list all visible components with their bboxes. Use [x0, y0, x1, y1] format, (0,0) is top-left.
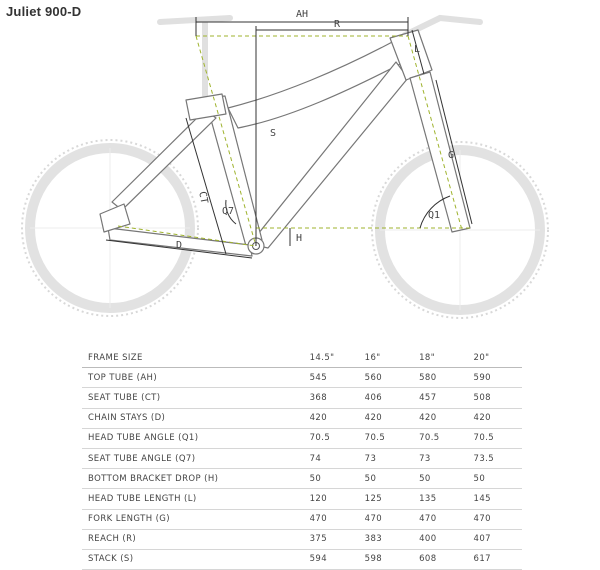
table-row: [82, 489, 522, 509]
page-title: Juliet 900-D: [6, 4, 82, 19]
row-value: 580: [413, 368, 467, 388]
table-row: [82, 368, 522, 388]
label-s: S: [270, 128, 277, 139]
table-header-row: [82, 348, 522, 368]
label-q7: Q7: [222, 206, 235, 217]
row-value: 70.5: [413, 428, 467, 448]
row-value: 73.5: [468, 448, 522, 468]
row-value: 125: [359, 489, 413, 509]
row-value: 73: [359, 448, 413, 468]
table-row: [82, 408, 522, 428]
row-value: 420: [359, 408, 413, 428]
label-q1: Q1: [428, 210, 441, 221]
row-value: 420: [304, 408, 359, 428]
row-value: 50: [304, 469, 359, 489]
row-value: 470: [468, 509, 522, 529]
row-value: 50: [468, 469, 522, 489]
label-d: D: [176, 240, 183, 251]
table-row: [82, 469, 522, 489]
row-value: 598: [359, 549, 413, 569]
header-size: 14.5": [304, 348, 359, 368]
row-value: 74: [304, 448, 359, 468]
bike-frame: [100, 30, 470, 256]
row-value: 368: [304, 388, 359, 408]
row-value: 70.5: [304, 428, 359, 448]
header-size: 20": [468, 348, 522, 368]
row-value: 470: [304, 509, 359, 529]
table-row: [82, 388, 522, 408]
row-label: CHAIN STAYS (D): [82, 408, 304, 428]
row-value: 50: [413, 469, 467, 489]
table-row: [82, 529, 522, 549]
row-value: 594: [304, 549, 359, 569]
row-value: 70.5: [468, 428, 522, 448]
row-label: STACK (S): [82, 549, 304, 569]
row-value: 50: [359, 469, 413, 489]
row-value: 608: [413, 549, 467, 569]
row-value: 545: [304, 368, 359, 388]
row-value: 73: [413, 448, 467, 468]
row-label: REACH (R): [82, 529, 304, 549]
row-value: 420: [413, 408, 467, 428]
row-value: 400: [413, 529, 467, 549]
row-label: SEAT TUBE ANGLE (Q7): [82, 448, 304, 468]
label-g: G: [448, 150, 455, 161]
row-value: 406: [359, 388, 413, 408]
row-label: TOP TUBE (AH): [82, 368, 304, 388]
row-value: 457: [413, 388, 467, 408]
label-ah: AH: [296, 9, 309, 20]
header-size: 16": [359, 348, 413, 368]
row-label: HEAD TUBE LENGTH (L): [82, 489, 304, 509]
row-value: 560: [359, 368, 413, 388]
label-ct: CT: [196, 190, 210, 205]
table-row: [82, 428, 522, 448]
row-value: 470: [413, 509, 467, 529]
row-value: 508: [468, 388, 522, 408]
row-value: 70.5: [359, 428, 413, 448]
label-r: R: [334, 19, 341, 30]
table-row: [82, 549, 522, 569]
label-h: H: [296, 233, 303, 244]
label-l: L: [414, 44, 421, 55]
row-value: 617: [468, 549, 522, 569]
row-label: SEAT TUBE (CT): [82, 388, 304, 408]
table-row: [82, 509, 522, 529]
row-label: BOTTOM BRACKET DROP (H): [82, 469, 304, 489]
row-value: 375: [304, 529, 359, 549]
row-value: 470: [359, 509, 413, 529]
row-value: 145: [468, 489, 522, 509]
row-label: FORK LENGTH (G): [82, 509, 304, 529]
header-label: FRAME SIZE: [82, 348, 304, 368]
row-label: HEAD TUBE ANGLE (Q1): [82, 428, 304, 448]
row-value: 420: [468, 408, 522, 428]
row-value: 407: [468, 529, 522, 549]
row-value: 120: [304, 489, 359, 509]
header-size: 18": [413, 348, 467, 368]
row-value: 135: [413, 489, 467, 509]
table-row: [82, 448, 522, 468]
row-value: 590: [468, 368, 522, 388]
row-value: 383: [359, 529, 413, 549]
frame-geometry-table: [82, 348, 522, 570]
